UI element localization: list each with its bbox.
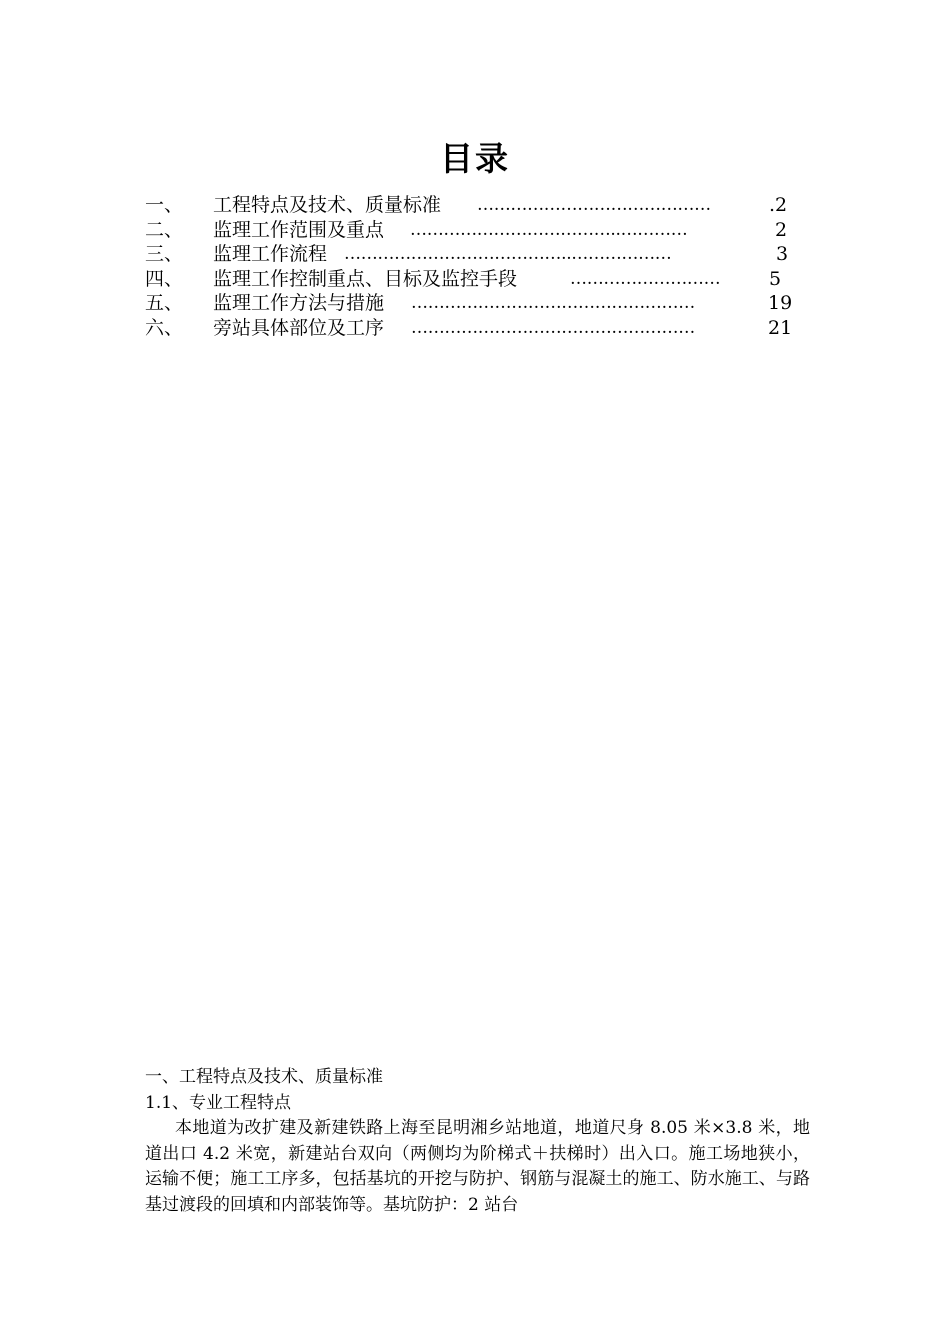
toc-item-leader: …………………………………..……………… [344,244,672,264]
toc-item-page: 5 [769,267,782,290]
toc-item-leader: ……………………… [570,268,721,289]
toc-item-number: 五、 [145,292,184,314]
toc-item-page: 21 [768,316,793,339]
toc-item-title: 监理工作流程 [213,243,328,265]
toc-item-leader: ………………………………..………… [410,219,688,240]
toc-item-number: 二、 [145,218,184,241]
toc-item-title: 旁站具体部位及工序 [213,316,385,339]
toc-item[interactable] [145,291,805,316]
section-body [145,1065,810,1218]
toc-item-leader: …………………………………………… [411,317,695,338]
section-heading: 一、工程特点及技术、质量标准 [145,1067,383,1087]
toc-item-page: .2 [769,194,788,216]
table-of-contents [145,193,805,340]
toc-item-number: 一、 [145,194,184,216]
toc-item[interactable] [145,193,805,218]
toc-item-page: 2 [775,218,788,241]
toc-item-leader: …………………………………… [477,195,711,215]
toc-item[interactable] [145,267,805,292]
toc-item-number: 三、 [145,243,184,265]
toc-item-title: 监理工作控制重点、目标及监控手段 [213,267,518,290]
toc-item-number: 六、 [145,316,184,339]
toc-item-page: 3 [776,243,789,265]
toc-item-page: 19 [768,292,793,314]
toc-item[interactable] [145,242,805,267]
toc-item-title: 监理工作方法与措施 [213,292,385,314]
subsection-heading: 1.1、专业工程特点 [145,1092,292,1113]
toc-item-title: 工程特点及技术、质量标准 [213,194,442,216]
section-paragraph: 本地道为改扩建及新建铁路上海至昆明湘乡站地道，地道尺身 8.05 米×3.8 米，地道出口 4.2 米宽，新建站台双向（两侧均为阶梯式＋扶梯时）出入口。施工场地狭小，运输不便；施工工序多，包括基坑的开挖与防护、钢筋与混凝土的施工、防水施工、与路基过渡段的回填和内部装饰等。基坑防护：2 站台 [145,1118,810,1215]
toc-item[interactable] [145,218,805,243]
toc-item-number: 四、 [145,267,184,290]
toc-item-title: 监理工作范围及重点 [213,218,385,241]
toc-item[interactable] [145,316,805,341]
toc-item-leader: …………………………………………… [411,293,695,313]
toc-title: 目录 [440,139,510,178]
